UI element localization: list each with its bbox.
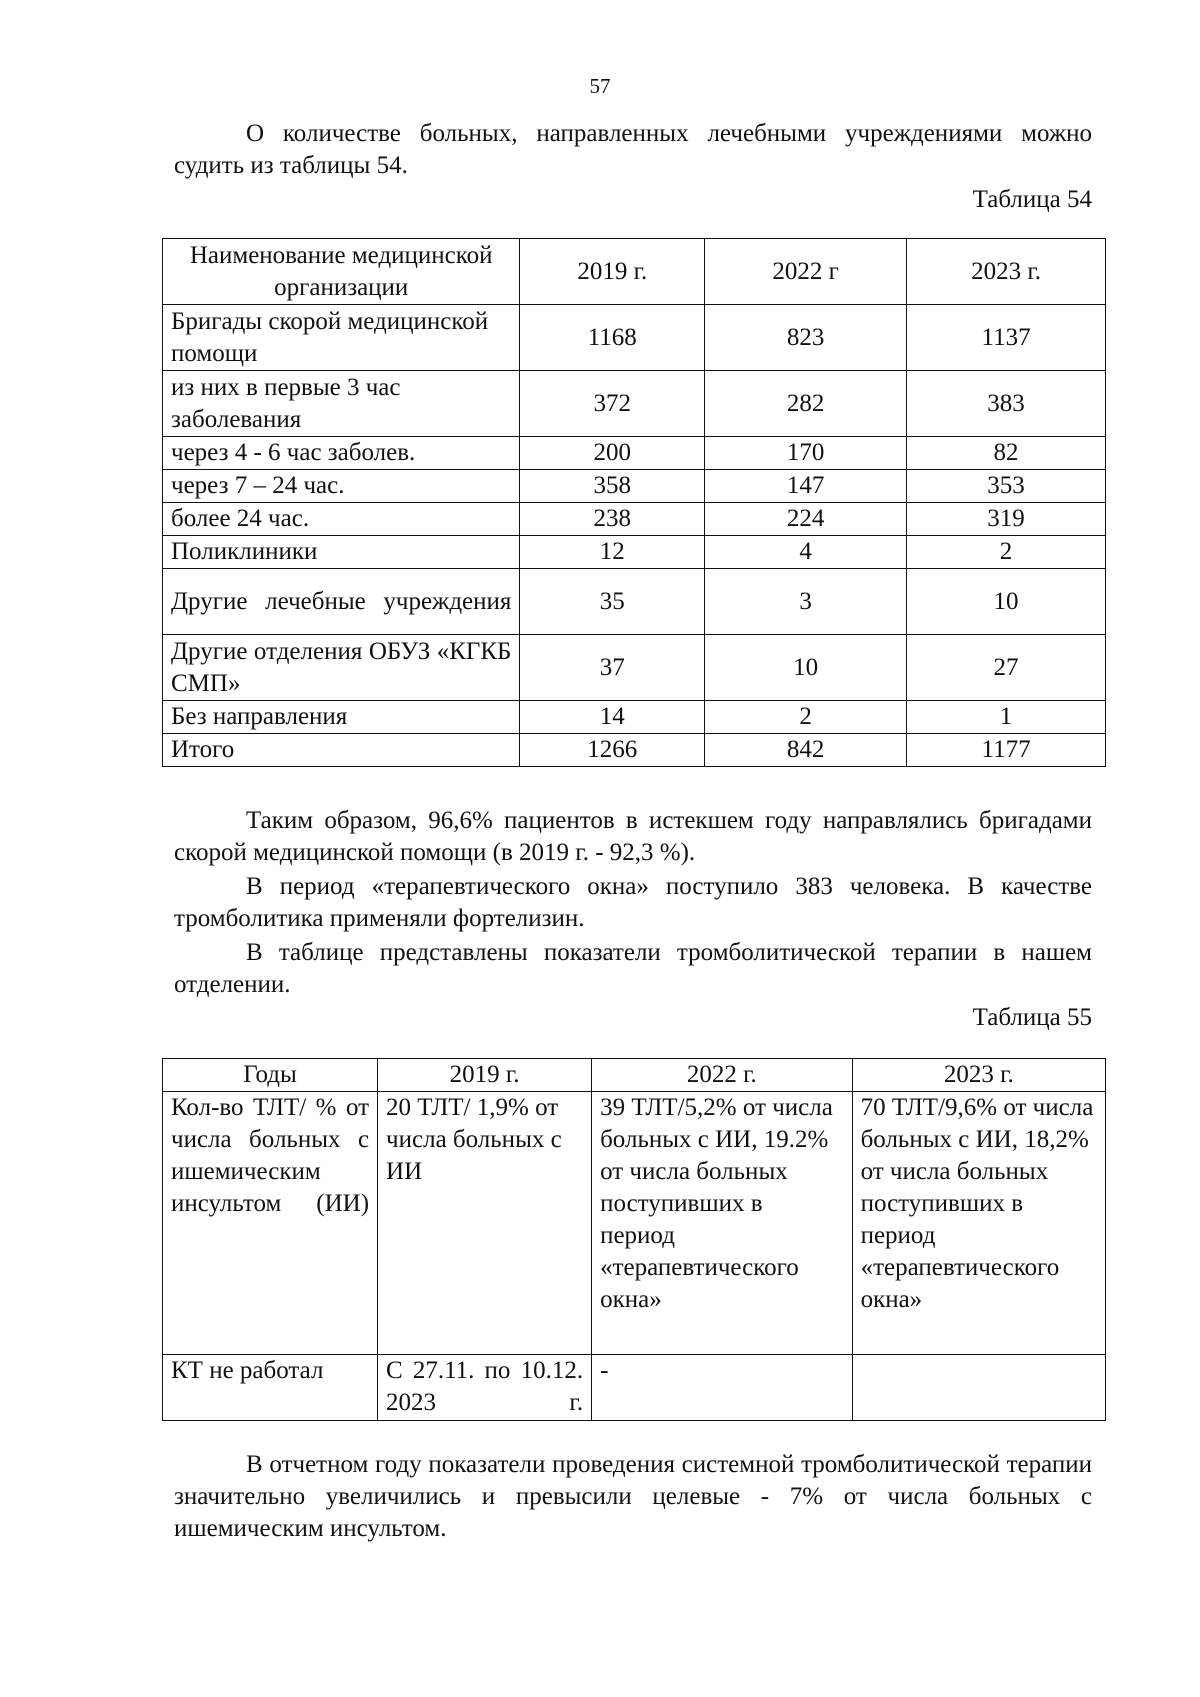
- row-label: через 4 - 6 час заболев.: [163, 437, 520, 470]
- table-row: [163, 470, 1106, 503]
- row-label: Без направления: [163, 701, 520, 734]
- cell-2023: 2: [907, 536, 1106, 569]
- cell-2023: [852, 1355, 1105, 1421]
- header-cell: 2023 г.: [852, 1059, 1105, 1092]
- table-header-row: [163, 239, 1106, 305]
- cell-2023: 383: [907, 371, 1106, 437]
- row-label: Кол-во ТЛТ/ % от числа больных с ишемическим инсультом (ИИ): [163, 1092, 378, 1355]
- table-row: [163, 371, 1106, 437]
- cell-2023: 70 ТЛТ/9,6% от числа больных с ИИ, 18,2% от числа больных поступивших в период «терапевтического окна»: [852, 1092, 1105, 1355]
- header-cell: 2019 г.: [520, 239, 705, 305]
- cell-2022: 39 ТЛТ/5,2% от числа больных с ИИ, 19.2% от числа больных поступивших в период «терапевтического окна»: [592, 1092, 852, 1355]
- cell-2022: 147: [705, 470, 907, 503]
- table-row: [163, 536, 1106, 569]
- cell-2023: 319: [907, 503, 1106, 536]
- cell-2023: 1137: [907, 305, 1106, 371]
- table-row: [163, 734, 1106, 767]
- cell-2022: 2: [705, 701, 907, 734]
- table-row: [163, 569, 1106, 635]
- header-cell: Наименование медицинской организации: [163, 239, 520, 305]
- cell-2023: 82: [907, 437, 1106, 470]
- cell-2019: 1168: [520, 305, 705, 371]
- cell-2019: С 27.11. по 10.12. 2023 г.: [378, 1355, 592, 1421]
- row-label: более 24 час.: [163, 503, 520, 536]
- cell-2023: 353: [907, 470, 1106, 503]
- table-header-row: [163, 1059, 1106, 1092]
- cell-2022: 4: [705, 536, 907, 569]
- cell-2019: 358: [520, 470, 705, 503]
- cell-2019: 20 ТЛТ/ 1,9% от числа больных с ИИ: [378, 1092, 592, 1355]
- table-intro-paragraph: В таблице представлены показатели тромболитической терапии в нашем отделении.: [174, 939, 1092, 998]
- cell-2019: 1266: [520, 734, 705, 767]
- table-row: [163, 503, 1106, 536]
- table-row: [163, 635, 1106, 701]
- cell-2023: 1177: [907, 734, 1106, 767]
- table-55: [162, 1058, 1106, 1421]
- table-row: [163, 437, 1106, 470]
- header-cell: Годы: [163, 1059, 378, 1092]
- cell-2023: 27: [907, 635, 1106, 701]
- cell-2019: 200: [520, 437, 705, 470]
- table-row: [163, 1355, 1106, 1421]
- header-cell: 2019 г.: [378, 1059, 592, 1092]
- cell-2022: 224: [705, 503, 907, 536]
- cell-2019: 238: [520, 503, 705, 536]
- table55-caption: Таблица 55: [972, 1004, 1092, 1031]
- cell-2022: 823: [705, 305, 907, 371]
- table-row: [163, 701, 1106, 734]
- row-label: Итого: [163, 734, 520, 767]
- row-label: из них в первые 3 час заболевания: [163, 371, 520, 437]
- header-cell: 2022 г.: [592, 1059, 852, 1092]
- row-label: через 7 – 24 час.: [163, 470, 520, 503]
- table-54: [162, 238, 1106, 767]
- table-row: [163, 1092, 1106, 1355]
- cell-2019: 35: [520, 569, 705, 635]
- cell-2019: 37: [520, 635, 705, 701]
- table-row: [163, 305, 1106, 371]
- page-number: 57: [589, 74, 611, 98]
- table54-caption: Таблица 54: [972, 186, 1092, 213]
- cell-2019: 372: [520, 371, 705, 437]
- row-label: Бригады скорой медицинской помощи: [163, 305, 520, 371]
- cell-2023: 1: [907, 701, 1106, 734]
- row-label: Другие лечебные учреждения: [163, 569, 520, 635]
- row-label: Другие отделения ОБУЗ «КГКБ СМП»: [163, 635, 520, 701]
- row-label: КТ не работал: [163, 1355, 378, 1421]
- intro-paragraph: О количестве больных, направленных лечебными учреждениями можно судить из таблицы 54.: [174, 120, 1092, 179]
- cell-2022: 3: [705, 569, 907, 635]
- summary-paragraph: Таким образом, 96,6% пациентов в истекшем году направлялись бригадами скорой медицинской помощи (в 2019 г. - 92,3 %).: [174, 807, 1092, 866]
- cell-2019: 14: [520, 701, 705, 734]
- cell-2023: 10: [907, 569, 1106, 635]
- row-label: Поликлиники: [163, 536, 520, 569]
- therapeutic-window-paragraph: В период «терапевтического окна» поступило 383 человека. В качестве тромболитика применяли фортелизин.: [174, 873, 1092, 932]
- cell-2022: 10: [705, 635, 907, 701]
- cell-2022: 842: [705, 734, 907, 767]
- conclusion-paragraph: В отчетном году показатели проведения системной тромболитической терапии значительно увеличились и превысили целевые - 7% от числа больных с ишемическим инсультом.: [174, 1451, 1092, 1542]
- cell-2022: -: [592, 1355, 852, 1421]
- cell-2022: 282: [705, 371, 907, 437]
- cell-2022: 170: [705, 437, 907, 470]
- header-cell: 2022 г: [705, 239, 907, 305]
- header-cell: 2023 г.: [907, 239, 1106, 305]
- cell-2019: 12: [520, 536, 705, 569]
